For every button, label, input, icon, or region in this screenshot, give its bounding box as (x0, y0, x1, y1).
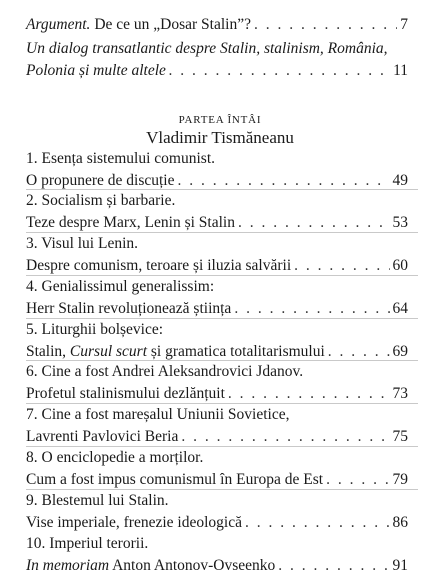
page-number: 73 (392, 385, 408, 402)
entry-line: 5. Liturghii bolșevice: (26, 321, 164, 338)
page-number: 53 (392, 214, 408, 231)
entry-line: 9. Blestemul lui Stalin. (26, 492, 169, 509)
toc-row (26, 469, 408, 491)
argument-label: Argument. (26, 16, 91, 33)
page-number: 91 (392, 557, 408, 574)
page-number: 60 (392, 257, 408, 274)
leader-dots (228, 383, 390, 405)
toc-row (26, 60, 408, 82)
toc-entry-dialog (26, 38, 408, 82)
toc-entry-chapter-5 (26, 319, 408, 363)
leader-dots (238, 212, 390, 234)
entry-title: Herr Stalin revoluționează știința (26, 300, 232, 317)
leader-dots (181, 426, 389, 448)
argument-title: De ce un „Dosar Stalin”? (90, 16, 251, 33)
leader-dots (326, 469, 389, 491)
entry-line: Un dialog transatlantic despre Stalin, stalinism, România, (26, 40, 388, 57)
entry-text: și gramatica totalitarismului (147, 343, 325, 360)
page-number: 64 (392, 300, 408, 317)
toc-entry-chapter-4 (26, 276, 408, 320)
leader-dots (294, 255, 389, 277)
toc-row (26, 255, 408, 277)
entry-title: Despre comunism, teroare și iluzia salvării (26, 257, 292, 274)
entry-title: Vise imperiale, frenezie ideologică (26, 514, 242, 531)
toc-entry-chapter-9 (26, 490, 408, 534)
in-memoriam-label: In memoriam (26, 557, 110, 574)
part-author: Vladimir Tismăneanu (146, 128, 294, 147)
leader-dots (254, 14, 397, 36)
toc-row (26, 383, 408, 405)
part-label: PARTEA ÎNTÂI (178, 114, 262, 126)
leader-dots (278, 555, 389, 577)
toc-entry-chapter-1 (26, 148, 408, 192)
book-title: Cursul scurt (69, 343, 148, 360)
leader-dots (245, 512, 390, 534)
entry-title: Profetul stalinismului dezlănțuit (26, 385, 225, 402)
entry-line: 3. Visul lui Lenin. (26, 235, 139, 252)
page-number: 7 (400, 16, 408, 33)
toc-row (26, 14, 408, 36)
toc-entry-chapter-8 (26, 447, 408, 491)
entry-title: Teze despre Marx, Lenin și Stalin (26, 214, 235, 231)
entry-line: 1. Esența sistemului comunist. (26, 150, 215, 167)
entry-title: Lavrenti Pavlovici Beria (26, 428, 179, 445)
entry-line: 4. Genialissimul generalissim: (26, 278, 215, 295)
toc-row (26, 298, 408, 320)
entry-line: 10. Imperiul terorii. (26, 535, 149, 552)
leader-dots (169, 60, 390, 82)
entry-title (26, 14, 251, 36)
toc-row (26, 512, 408, 534)
page-number: 86 (392, 514, 408, 531)
entry-line: 6. Cine a fost Andrei Aleksandrovici Jdanov. (26, 363, 304, 380)
entry-title (26, 555, 275, 577)
leader-dots (234, 298, 389, 320)
toc-entry-chapter-6 (26, 361, 408, 405)
toc-entry-chapter-10 (26, 533, 408, 577)
entry-text: Stalin, (26, 343, 70, 360)
toc-row (26, 555, 408, 577)
page-number: 11 (393, 62, 408, 79)
entry-line: 7. Cine a fost mareșalul Uniunii Sovietice, (26, 406, 290, 423)
toc-entry-chapter-2 (26, 190, 408, 234)
entry-line: 2. Socialism și barbarie. (26, 192, 176, 209)
toc-row (26, 426, 408, 448)
page-number: 69 (392, 343, 408, 360)
page-number: 79 (392, 471, 408, 488)
entry-title: Cum a fost impus comunismul în Europa de Est (26, 471, 324, 488)
entry-title: Polonia și multe altele (26, 62, 166, 79)
toc-row (26, 212, 408, 234)
page-number: 49 (392, 172, 408, 189)
page-number: 75 (392, 428, 408, 445)
toc-entry-chapter-3 (26, 233, 408, 277)
entry-title: O propunere de discuție (26, 172, 175, 189)
entry-line: 8. O enciclopedie a morților. (26, 449, 204, 466)
toc-entry-chapter-7 (26, 404, 408, 448)
toc-entry-argument (26, 14, 408, 36)
entry-text: Anton Antonov-Ovseenko (109, 557, 276, 574)
